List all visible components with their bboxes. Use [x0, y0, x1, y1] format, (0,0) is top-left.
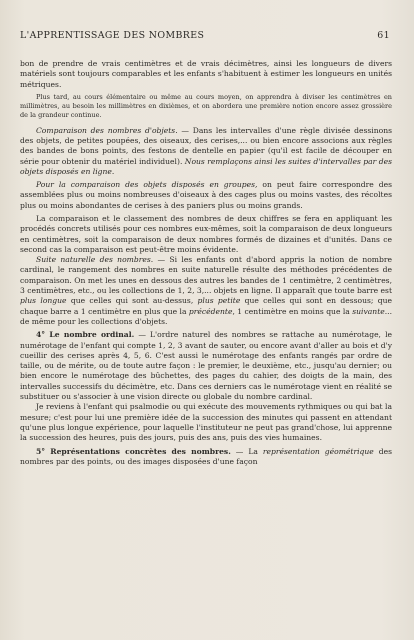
section-heading-representations: 5° Représentations concrètes des nombres.: [36, 446, 231, 456]
running-head: [20, 30, 392, 41]
paragraph-natural-sequence: Suite naturelle des nombres. — Si les enfants ont d'abord appris la notion de nombre cardinal, le rangement des nombres en suite naturelle résulte des méthodes précédentes de comparaison. On met les unes en dessous des autres les bandes de 1 centimètre, 2 centimètres, 3 centimètres, etc., ou les collections de 1, 2, 3,... objets en ligne. Il apparaît que toute barre est plus longue que celles qui sont au-dessus, plus petite que celles qui sont en dessous; que chaque barre a 1 centimètre en plus que la précédente, 1 centimètre en moins que la suivante... de même pour les collections d'objets.: [20, 255, 392, 326]
section-heading-groups: Pour la comparaison des objets disposés en groupes,: [36, 180, 258, 190]
section-heading-ordinal: 4° Le nombre ordinal.: [36, 330, 135, 340]
running-title: L'APPRENTISSAGE DES NOMBRES: [20, 30, 205, 41]
paragraph-comparison-objects: Comparaison des nombres d'objets. — Dans les intervalles d'une règle divisée dessinons des objets, de petites poupées, des oiseaux, des cerises,... ou bien encore associons aux règles des bandes de bons points, des festons de dentelle en papier (qu'il est facile de découper en série pour obtenir du matériel individuel). Nous remplaçons ainsi les suites d'intervalles par des objets disposés en ligne.: [20, 125, 392, 176]
paragraph-rhythm: Je reviens à l'enfant qui psalmodie ou qui exécute des mouvements rythmiques ou qui bat la mesure; c'est pour lui une première idée de la succession des minutes qui passent en attendant qu'une plus longue expérience, pour laquelle l'instituteur ne peut pas grand'chose, lui apprenne la succession des heures, puis des jours, puis des ans, puis des vies humaines.: [20, 402, 392, 443]
paragraph-two-digit-numbers: La comparaison et le classement des nombres de deux chiffres se fera en appliquant les procédés concrets utilisés pour ces nombres eux-mêmes, soit la comparaison de deux longueurs en centimètres, soit la comparaison de deux nombres formés de dizaines et d'unités. Dans ce second cas la comparaison est peut-être moins évidente.: [20, 213, 392, 254]
section-heading-comparison: Comparaison des nombres d'objets.: [36, 125, 178, 135]
section-heading-natural-sequence: Suite naturelle des nombres.: [36, 255, 154, 265]
paragraph-groups: Pour la comparaison des objets disposés en groupes, on peut faire correspondre des assemblées plus ou moins nombreuses d'oiseaux à des cages plus ou moins vastes, des récoltes plus ou moins abondantes de cerises à des paniers plus ou moins grands.: [20, 180, 392, 210]
paragraph-ordinal-number: 4° Le nombre ordinal. — L'ordre naturel des nombres se rattache au numérotage, le numérotage de l'enfant qui compte 1, 2, 3 avant de sauter, ou encore avant d'aller au bois et d'y cueillir des cerises après 4, 5, 6. C'est aussi le numérotage des enfants rangés par ordre de taille, ou de mérite, ou de toute autre façon : le premier, le deuxième, etc., jusqu'au dernier; ou bien encore le numérotage des bûchettes, des pages du cahier, des doigts de la main, des intervalles successifs du décimètre, etc. Dans ces derniers cas le numérotage vient en réalité se substituer ou s'associer à une vision directe ou globale du nombre cardinal.: [20, 330, 392, 402]
paragraph-concrete-representations: 5° Représentations concrètes des nombres. — La représentation géométrique des nombres par des points, ou des images disposées d'une façon: [20, 446, 392, 466]
page-number: 61: [377, 30, 390, 41]
note-millimetres: Plus tard, au cours élémentaire ou même au cours moyen, on apprendra à diviser les centimètres en millimètres, au besoin les millimètres en dixièmes, et on abordera une première notion encore assez grossière de la grandeur continue.: [20, 92, 392, 119]
paragraph-metric-units: bon de prendre de vrais centimètres et de vrais décimètres, ainsi les longueurs de divers matériels sont toujours comparables et les enfants s'habituent à estimer les longueurs en unités métriques.: [20, 59, 392, 89]
